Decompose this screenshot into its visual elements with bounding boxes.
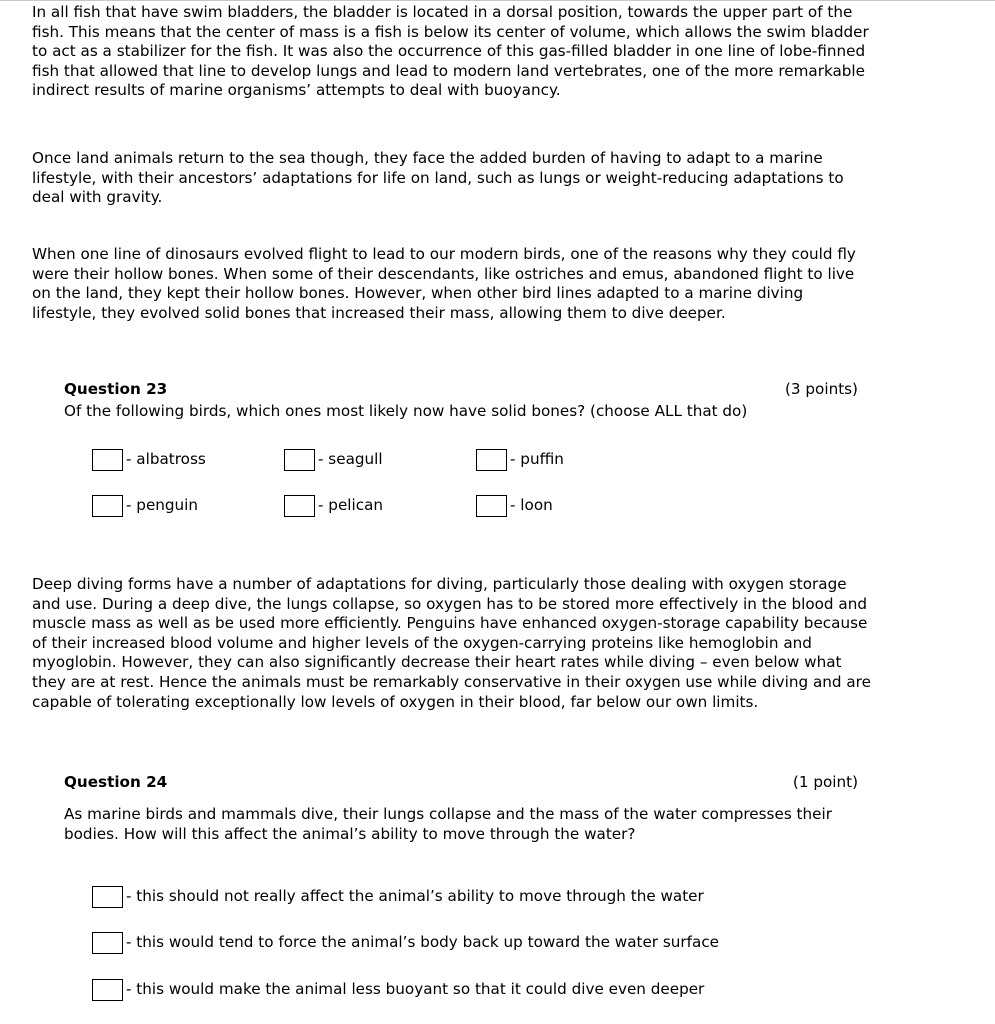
question-24-prompt: As marine birds and mammals dive, their lungs collapse and the mass of the water compresses their bodies. How will this affect the animal’s ability to move through the water? <box>64 805 832 843</box>
q24-option-no-effect[interactable] <box>92 884 704 910</box>
question-23-title: Question 23 <box>64 380 168 398</box>
checkbox[interactable] <box>476 449 507 471</box>
checkbox[interactable] <box>284 449 315 471</box>
option-label: - seagull <box>318 450 383 469</box>
checkbox[interactable] <box>476 495 507 517</box>
q23-option-puffin[interactable] <box>476 447 564 473</box>
question-24-header <box>64 773 858 793</box>
q23-option-albatross[interactable] <box>92 447 206 473</box>
q23-option-loon[interactable] <box>476 493 553 519</box>
checkbox[interactable] <box>92 449 123 471</box>
paragraph-deep-diving: Deep diving forms have a number of adaptations for diving, particularly those dealing with oxygen storage and use. During a deep dive, the lungs collapse, so oxygen has to be stored more effectively in the blood and muscle mass as well as be used more efficiently. Penguins have enhanced oxygen-storage capability because of their increased blood volume and higher levels of the oxygen-carrying proteins like hemoglobin and myoglobin. However, they can also significantly decrease their heart rates while diving – even below what they are at rest. Hence the animals must be remarkably conservative in their oxygen use while diving and are capable of tolerating exceptionally low levels of oxygen in their blood, far below our own limits. <box>32 575 871 711</box>
question-24-points: (1 point) <box>792 773 858 791</box>
option-label: - loon <box>510 496 553 515</box>
paragraph-swim-bladder: In all fish that have swim bladders, the bladder is located in a dorsal position, towards the upper part of the fish. This means that the center of mass is a fish is below its center of volume, which allows the swim bladder to act as a stabilizer for the fish. It was also the occurrence of this gas-filled bladder in one line of lobe-finned fish that allowed that line to develop lungs and lead to modern land vertebrates, one of the more remarkable indirect results of marine organisms’ attempts to deal with buoyancy. <box>32 3 869 100</box>
option-label: - puffin <box>510 450 564 469</box>
q24-option-less-buoyant[interactable] <box>92 977 704 1003</box>
checkbox[interactable] <box>92 979 123 1001</box>
checkbox[interactable] <box>92 886 123 908</box>
option-label: - this should not really affect the animal’s ability to move through the water <box>126 887 704 906</box>
question-24-title: Question 24 <box>64 773 168 791</box>
checkbox[interactable] <box>92 932 123 954</box>
option-label: - penguin <box>126 496 199 515</box>
question-23-header <box>64 380 858 400</box>
option-label: - albatross <box>126 450 206 469</box>
question-23-points: (3 points) <box>785 380 858 398</box>
q23-option-pelican[interactable] <box>284 493 383 519</box>
question-23-prompt: Of the following birds, which ones most likely now have solid bones? (choose ALL that do) <box>64 402 748 420</box>
paragraph-land-animals: Once land animals return to the sea though, they face the added burden of having to adapt to a marine lifestyle, with their ancestors’ adaptations for life on land, such as lungs or weight-reducing adaptations to deal with gravity. <box>32 149 844 207</box>
checkbox[interactable] <box>92 495 123 517</box>
checkbox[interactable] <box>284 495 315 517</box>
q23-option-seagull[interactable] <box>284 447 383 473</box>
option-label: - pelican <box>318 496 384 515</box>
paragraph-bird-bones: When one line of dinosaurs evolved flight to lead to our modern birds, one of the reasons why they could fly were their hollow bones. When some of their descendants, like ostriches and emus, abandoned flight to live on the land, they kept their hollow bones. However, when other bird lines adapted to a marine diving lifestyle, they evolved solid bones that increased their mass, allowing them to dive deeper. <box>32 245 856 322</box>
option-label: - this would make the animal less buoyant so that it could dive even deeper <box>126 980 705 999</box>
option-label: - this would tend to force the animal’s body back up toward the water surface <box>126 933 720 952</box>
top-divider <box>0 0 995 1</box>
q23-option-penguin[interactable] <box>92 493 198 519</box>
q24-option-force-up[interactable] <box>92 930 719 956</box>
